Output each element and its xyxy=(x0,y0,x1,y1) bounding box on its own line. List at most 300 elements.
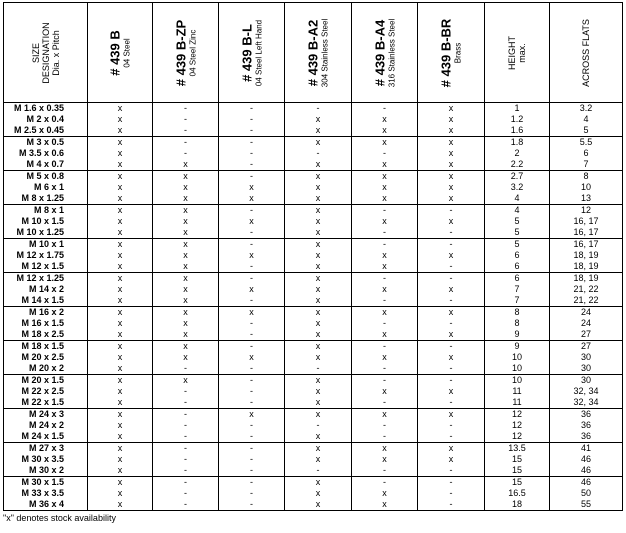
availability-cell-entry: x xyxy=(117,239,123,249)
height-cell xyxy=(485,205,550,239)
availability-cell-entry: x xyxy=(315,431,321,441)
availability-cell-entry: - xyxy=(250,103,253,113)
availability-cell-entry: x xyxy=(183,307,188,317)
availability-cell xyxy=(418,375,485,409)
availability-cell xyxy=(418,409,485,443)
across-flats-cell-entry: 16, 17 xyxy=(573,239,599,249)
across-flats-cell-entry: 36 xyxy=(580,431,591,441)
availability-cell-entry: x xyxy=(117,443,123,453)
availability-cell-entry: x xyxy=(183,250,188,260)
column-code: # 439 B-A2 xyxy=(305,19,321,86)
height-cell-entry: 7 xyxy=(514,284,520,294)
availability-cell xyxy=(88,375,153,409)
size-cell-entry: M 4 x 0.7 xyxy=(26,159,64,169)
column-header-439b-zp xyxy=(153,3,219,103)
availability-cell-entry: x xyxy=(183,329,188,339)
availability-cell-entry: - xyxy=(250,273,253,283)
availability-cell-entry: x xyxy=(448,159,454,169)
availability-cell-entry: - xyxy=(250,295,253,305)
table-row-group xyxy=(4,341,623,375)
availability-cell-entry: - xyxy=(449,205,453,215)
availability-cell-entry: x xyxy=(315,386,321,396)
availability-cell xyxy=(418,477,485,511)
availability-cell-entry: x xyxy=(117,409,123,419)
availability-cell-entry: - xyxy=(250,239,253,249)
availability-cell-entry: x xyxy=(315,341,321,351)
availability-cell-entry: x xyxy=(448,171,454,181)
height-cell-entry: 4 xyxy=(514,205,520,215)
availability-cell-entry: - xyxy=(383,227,386,237)
across-flats-cell-entry: 7 xyxy=(583,159,589,169)
size-cell-entry: M 8 x 1.25 xyxy=(21,193,64,203)
availability-cell-entry: - xyxy=(250,171,253,181)
table-row-group xyxy=(4,273,623,307)
across-flats-cell-entry: 32, 34 xyxy=(573,397,599,407)
height-cell-entry: 2 xyxy=(514,148,520,158)
height-cell xyxy=(485,341,550,375)
availability-cell-entry: x xyxy=(117,159,123,169)
availability-cell-entry: x xyxy=(315,307,321,317)
availability-cell-entry: x xyxy=(117,431,123,441)
availability-cell xyxy=(418,341,485,375)
availability-cell-entry: - xyxy=(250,454,253,464)
availability-cell xyxy=(219,375,285,409)
availability-cell-entry: - xyxy=(383,318,386,328)
availability-cell-entry: x xyxy=(117,171,123,181)
size-cell xyxy=(4,477,88,511)
availability-cell-entry: - xyxy=(184,477,187,487)
height-cell-entry: 8 xyxy=(514,307,520,317)
availability-cell-entry: x xyxy=(183,284,188,294)
table-row-group xyxy=(4,239,623,273)
availability-cell-entry: x xyxy=(382,159,387,169)
availability-cell-entry: x xyxy=(315,443,321,453)
availability-cell-entry: - xyxy=(383,103,386,113)
availability-cell-entry: x xyxy=(382,193,387,203)
availability-cell-entry: - xyxy=(184,148,187,158)
availability-cell xyxy=(219,171,285,205)
across-flats-cell xyxy=(550,103,623,137)
availability-cell xyxy=(418,171,485,205)
size-header-line3: Dia. x Pitch xyxy=(50,29,61,76)
availability-cell xyxy=(153,103,219,137)
availability-cell-entry: - xyxy=(250,431,253,441)
availability-cell xyxy=(153,341,219,375)
availability-cell-entry: x xyxy=(117,329,123,339)
availability-cell-entry: - xyxy=(184,125,187,135)
size-cell xyxy=(4,205,88,239)
availability-cell xyxy=(285,443,352,477)
size-cell-entry: M 33 x 3.5 xyxy=(21,488,64,498)
size-cell-entry: M 27 x 3 xyxy=(28,443,64,453)
availability-cell-entry: - xyxy=(250,114,253,124)
height-cell-entry: 2.7 xyxy=(510,171,524,181)
availability-cell-entry: x xyxy=(382,488,387,498)
availability-cell-entry: x xyxy=(117,499,123,509)
size-cell-entry: M 8 x 1 xyxy=(33,205,64,215)
size-cell-entry: M 2.5 x 0.45 xyxy=(13,125,64,135)
across-flats-cell-entry: 36 xyxy=(580,409,591,419)
across-flats-cell-entry: 27 xyxy=(580,329,591,339)
table-row-group xyxy=(4,205,623,239)
stock-footnote: "x" denotes stock availability xyxy=(3,513,116,523)
height-cell-entry: 10 xyxy=(511,352,522,362)
column-header-439b-a2 xyxy=(285,3,352,103)
availability-cell xyxy=(153,137,219,171)
availability-cell xyxy=(153,443,219,477)
availability-cell xyxy=(219,137,285,171)
availability-cell xyxy=(219,409,285,443)
availability-cell xyxy=(285,103,352,137)
height-cell xyxy=(485,239,550,273)
height-cell-entry: 9 xyxy=(514,341,520,351)
availability-cell xyxy=(88,103,153,137)
size-cell-entry: M 14 x 2 xyxy=(28,284,64,294)
across-flats-cell xyxy=(550,273,623,307)
availability-cell-entry: - xyxy=(383,239,386,249)
across-flats-cell-entry: 6 xyxy=(583,148,589,158)
across-flats-label: ACROSS FLATS xyxy=(581,18,591,87)
availability-cell-entry: x xyxy=(183,318,188,328)
availability-cell xyxy=(88,205,153,239)
availability-cell-entry: x xyxy=(315,227,321,237)
availability-cell-entry: x xyxy=(382,307,387,317)
across-flats-cell xyxy=(550,239,623,273)
size-cell-entry: M 30 x 1.5 xyxy=(21,477,64,487)
size-cell-entry: M 24 x 2 xyxy=(28,420,64,430)
availability-cell xyxy=(285,477,352,511)
across-flats-cell-entry: 46 xyxy=(580,477,591,487)
availability-cell-entry: x xyxy=(117,182,123,192)
availability-cell-entry: - xyxy=(316,465,320,475)
size-cell-entry: M 3 x 0.5 xyxy=(26,137,64,147)
availability-cell-entry: x xyxy=(315,295,321,305)
size-cell-entry: M 6 x 1 xyxy=(33,182,64,192)
across-flats-cell-entry: 16, 17 xyxy=(573,216,599,226)
availability-cell-entry: - xyxy=(184,488,187,498)
across-flats-cell-entry: 21, 22 xyxy=(573,284,599,294)
availability-cell-entry: - xyxy=(250,363,253,373)
availability-cell-entry: x xyxy=(117,363,123,373)
height-cell-entry: 1.6 xyxy=(510,125,524,135)
table-row-group xyxy=(4,409,623,443)
header-row xyxy=(4,3,623,103)
height-cell-entry: 12 xyxy=(511,420,522,430)
availability-cell xyxy=(352,409,418,443)
availability-cell xyxy=(352,273,418,307)
availability-cell xyxy=(153,307,219,341)
availability-cell-entry: x xyxy=(448,193,454,203)
column-header-439b-br xyxy=(418,3,485,103)
height-cell-entry: 7 xyxy=(514,295,520,305)
availability-cell-entry: - xyxy=(250,148,253,158)
size-header-line1: SIZE xyxy=(30,42,41,63)
availability-cell xyxy=(352,341,418,375)
size-cell xyxy=(4,341,88,375)
availability-cell-entry: x xyxy=(382,216,387,226)
availability-cell-entry: - xyxy=(184,420,187,430)
availability-cell-entry: - xyxy=(250,341,253,351)
availability-cell-entry: x xyxy=(117,465,123,475)
height-cell-entry: 6 xyxy=(514,250,520,260)
availability-cell xyxy=(352,443,418,477)
availability-cell xyxy=(352,239,418,273)
availability-cell xyxy=(88,341,153,375)
availability-cell-entry: - xyxy=(250,488,253,498)
availability-cell-entry: x xyxy=(183,352,188,362)
availability-cell xyxy=(352,307,418,341)
height-cell-entry: 6 xyxy=(514,261,520,271)
availability-cell-entry: - xyxy=(250,397,253,407)
availability-cell-entry: - xyxy=(449,499,453,509)
across-flats-cell-entry: 30 xyxy=(580,363,591,373)
size-cell-entry: M 2 x 0.4 xyxy=(26,114,64,124)
availability-cell xyxy=(153,375,219,409)
availability-cell xyxy=(153,409,219,443)
availability-cell xyxy=(418,443,485,477)
height-cell-entry: 2.2 xyxy=(510,159,524,169)
size-cell xyxy=(4,409,88,443)
availability-cell-entry: - xyxy=(250,329,253,339)
availability-cell-entry: - xyxy=(250,420,253,430)
availability-cell-entry: - xyxy=(250,125,253,135)
availability-cell-entry: x xyxy=(315,397,321,407)
across-flats-cell-entry: 13 xyxy=(580,193,591,203)
availability-cell-entry: x xyxy=(382,171,387,181)
availability-cell xyxy=(352,171,418,205)
availability-cell-entry: x xyxy=(448,386,454,396)
availability-cell-entry: x xyxy=(382,284,387,294)
height-cell-entry: 10 xyxy=(511,363,522,373)
availability-cell xyxy=(153,171,219,205)
size-cell-entry: M 20 x 2.5 xyxy=(21,352,64,362)
availability-cell-entry: x xyxy=(448,352,454,362)
availability-cell-entry: x xyxy=(315,216,321,226)
nut-spec-table xyxy=(3,2,623,511)
availability-cell-entry: x xyxy=(117,216,123,226)
availability-cell-entry: x xyxy=(448,103,454,113)
column-material: 04 Steel xyxy=(122,37,132,68)
across-flats-header xyxy=(550,3,623,103)
availability-cell-entry: - xyxy=(383,363,386,373)
table-row-group xyxy=(4,375,623,409)
availability-cell-entry: x xyxy=(117,477,123,487)
availability-cell-entry: - xyxy=(316,363,320,373)
height-cell-entry: 6 xyxy=(514,273,520,283)
across-flats-cell xyxy=(550,205,623,239)
across-flats-cell-entry: 24 xyxy=(580,307,591,317)
height-cell-entry: 15 xyxy=(511,465,522,475)
across-flats-cell-entry: 36 xyxy=(580,420,591,430)
height-cell-entry: 13.5 xyxy=(508,443,526,453)
across-flats-cell-entry: 50 xyxy=(580,488,591,498)
size-cell-entry: M 5 x 0.8 xyxy=(26,171,64,181)
availability-cell-entry: x xyxy=(117,103,123,113)
size-cell xyxy=(4,103,88,137)
availability-cell-entry: x xyxy=(448,329,454,339)
availability-cell-entry: - xyxy=(383,341,386,351)
availability-cell-entry: x xyxy=(315,114,321,124)
across-flats-cell-entry: 18, 19 xyxy=(573,261,599,271)
column-header-439b-l xyxy=(219,3,285,103)
height-cell-entry: 4 xyxy=(514,193,520,203)
size-cell-entry: M 16 x 1.5 xyxy=(21,318,64,328)
availability-cell-entry: x xyxy=(117,148,123,158)
column-code: # 439 B xyxy=(107,29,123,76)
availability-cell-entry: x xyxy=(249,352,254,362)
across-flats-cell-entry: 55 xyxy=(580,499,591,509)
size-cell-entry: M 22 x 1.5 xyxy=(21,397,64,407)
availability-cell xyxy=(285,205,352,239)
across-flats-cell-entry: 46 xyxy=(580,454,591,464)
availability-cell xyxy=(88,307,153,341)
availability-cell-entry: x xyxy=(448,250,454,260)
availability-cell-entry: x xyxy=(117,114,123,124)
across-flats-cell xyxy=(550,137,623,171)
availability-cell-entry: x xyxy=(183,227,188,237)
availability-cell-entry: x xyxy=(183,239,188,249)
size-cell-entry: M 12 x 1.75 xyxy=(16,250,64,260)
availability-cell-entry: x xyxy=(382,443,387,453)
size-cell-entry: M 22 x 2.5 xyxy=(21,386,64,396)
size-cell xyxy=(4,137,88,171)
height-cell xyxy=(485,307,550,341)
availability-cell-entry: - xyxy=(449,295,453,305)
availability-cell xyxy=(418,137,485,171)
availability-cell xyxy=(219,239,285,273)
availability-cell-entry: x xyxy=(382,250,387,260)
availability-cell xyxy=(88,239,153,273)
across-flats-cell xyxy=(550,409,623,443)
across-flats-cell-entry: 24 xyxy=(580,318,591,328)
across-flats-cell xyxy=(550,171,623,205)
availability-cell-entry: x xyxy=(448,125,454,135)
availability-cell-entry: - xyxy=(383,148,386,158)
availability-cell-entry: - xyxy=(449,397,453,407)
availability-cell-entry: - xyxy=(449,488,453,498)
availability-cell xyxy=(285,273,352,307)
availability-cell xyxy=(219,443,285,477)
availability-cell-entry: - xyxy=(184,409,187,419)
height-cell-entry: 12 xyxy=(511,431,522,441)
across-flats-cell-entry: 21, 22 xyxy=(573,295,599,305)
availability-cell xyxy=(153,477,219,511)
across-flats-cell xyxy=(550,443,623,477)
column-code: # 439 B-L xyxy=(239,23,254,82)
availability-cell-entry: x xyxy=(382,182,387,192)
height-cell xyxy=(485,375,550,409)
availability-cell-entry: x xyxy=(117,205,123,215)
availability-cell-entry: x xyxy=(382,329,387,339)
availability-cell xyxy=(219,205,285,239)
availability-cell-entry: x xyxy=(117,284,123,294)
availability-cell-entry: x xyxy=(117,273,123,283)
table-row-group xyxy=(4,103,623,137)
table-body xyxy=(4,103,623,511)
availability-cell-entry: - xyxy=(316,420,320,430)
availability-cell-entry: - xyxy=(383,420,386,430)
availability-cell-entry: x xyxy=(183,216,188,226)
availability-cell xyxy=(285,307,352,341)
across-flats-cell xyxy=(550,341,623,375)
availability-cell-entry: x xyxy=(448,216,454,226)
height-header-line1: HEIGHT xyxy=(507,35,517,70)
height-cell-entry: 5 xyxy=(514,227,520,237)
availability-cell xyxy=(88,273,153,307)
across-flats-cell-entry: 8 xyxy=(583,171,589,181)
availability-cell-entry: x xyxy=(183,205,188,215)
availability-cell-entry: x xyxy=(117,250,123,260)
availability-cell-entry: x xyxy=(448,443,454,453)
availability-cell-entry: x xyxy=(315,125,321,135)
availability-cell-entry: - xyxy=(383,273,386,283)
size-cell-entry: M 36 x 4 xyxy=(28,499,64,509)
column-header-439b xyxy=(88,3,153,103)
availability-cell-entry: x xyxy=(117,295,123,305)
availability-cell-entry: x xyxy=(183,375,188,385)
height-cell xyxy=(485,409,550,443)
availability-cell-entry: x xyxy=(448,307,454,317)
height-cell-entry: 12 xyxy=(511,409,522,419)
availability-cell-entry: x xyxy=(183,159,188,169)
size-cell xyxy=(4,443,88,477)
height-cell-entry: 10 xyxy=(511,375,522,385)
table-row-group xyxy=(4,137,623,171)
table-row-group xyxy=(4,443,623,477)
availability-cell xyxy=(285,341,352,375)
size-cell-entry: M 30 x 2 xyxy=(28,465,64,475)
across-flats-cell xyxy=(550,307,623,341)
availability-cell-entry: x xyxy=(183,295,188,305)
size-cell-entry: M 16 x 2 xyxy=(28,307,64,317)
availability-cell-entry: x xyxy=(249,307,254,317)
availability-cell-entry: x xyxy=(117,261,123,271)
availability-cell-entry: x xyxy=(315,182,321,192)
size-header-line2: DESIGNATION xyxy=(40,21,51,84)
column-material: 304 Stainless Steel xyxy=(320,18,330,87)
availability-cell-entry: x xyxy=(382,125,387,135)
availability-cell xyxy=(418,103,485,137)
availability-cell-entry: - xyxy=(250,465,253,475)
across-flats-cell-entry: 41 xyxy=(580,443,591,453)
height-cell-entry: 15 xyxy=(511,454,522,464)
size-cell xyxy=(4,307,88,341)
availability-cell-entry: x xyxy=(117,454,123,464)
availability-cell-entry: x xyxy=(315,352,321,362)
height-cell-entry: 15 xyxy=(511,477,522,487)
availability-cell-entry: - xyxy=(184,499,187,509)
availability-cell-entry: x xyxy=(183,193,188,203)
column-material: 04 Steel Left Hand xyxy=(254,19,263,86)
across-flats-cell-entry: 27 xyxy=(580,341,591,351)
availability-cell-entry: x xyxy=(183,273,188,283)
size-cell xyxy=(4,171,88,205)
availability-cell xyxy=(153,239,219,273)
availability-cell-entry: - xyxy=(449,318,453,328)
height-header xyxy=(485,3,550,103)
height-cell-entry: 1.8 xyxy=(510,137,524,147)
availability-cell-entry: - xyxy=(250,443,253,453)
column-header-439b-a4 xyxy=(352,3,418,103)
availability-cell-entry: x xyxy=(117,488,123,498)
availability-cell-entry: x xyxy=(249,250,254,260)
availability-cell-entry: x xyxy=(382,386,387,396)
availability-cell-entry: - xyxy=(383,431,386,441)
size-cell-entry: M 14 x 1.5 xyxy=(21,295,64,305)
height-cell-entry: 5 xyxy=(514,216,520,226)
availability-cell-entry: x xyxy=(315,205,321,215)
availability-cell-entry: x xyxy=(382,114,387,124)
